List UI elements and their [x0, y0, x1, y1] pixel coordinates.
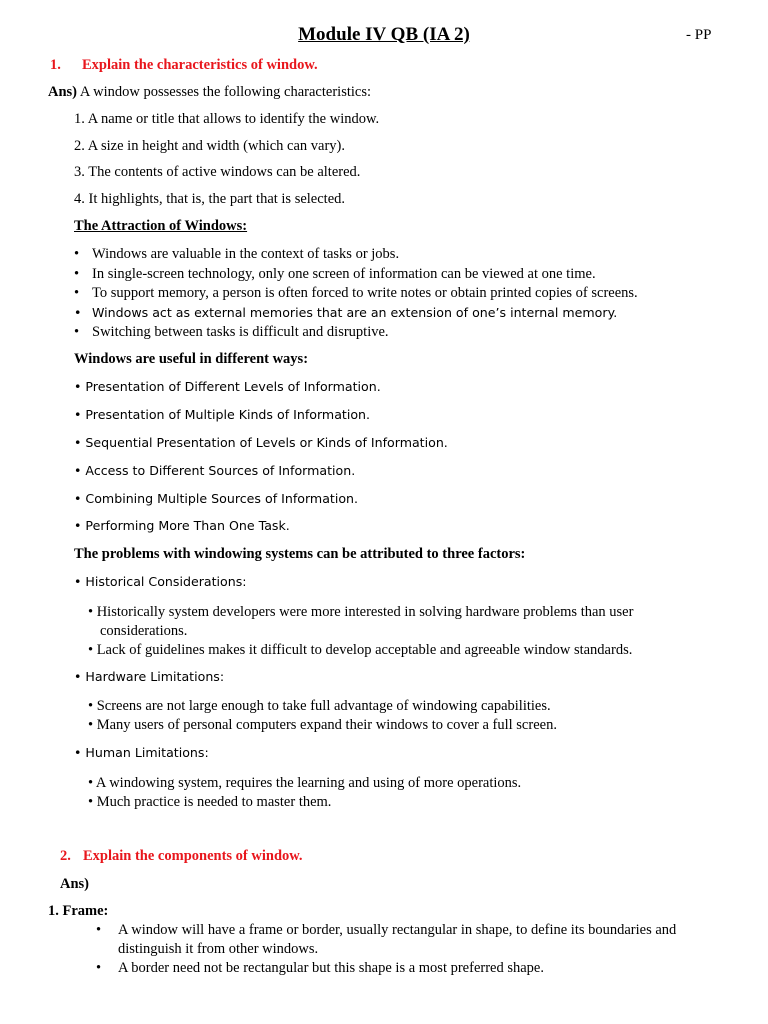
useful-item: • Combining Multiple Sources of Information. — [74, 491, 359, 506]
frame-list — [96, 921, 726, 978]
list-item: • Many users of personal computers expand their windows to cover a full screen. — [88, 717, 557, 733]
characteristic-1: 1. A name or title that allows to identify the window. — [74, 111, 380, 127]
question-1-text: Explain the characteristics of window. — [82, 57, 318, 73]
answer-2-label: Ans) — [60, 876, 90, 892]
factor-human: • Human Limitations: — [74, 745, 209, 760]
frame-heading: 1. Frame: — [48, 903, 109, 919]
factor-historical: • Historical Considerations: — [74, 574, 247, 589]
characteristic-2: 2. A size in height and width (which can vary). — [74, 138, 346, 154]
useful-item: • Sequential Presentation of Levels or Kinds of Information. — [74, 435, 448, 450]
list-item-continuation: considerations. — [100, 623, 188, 639]
useful-item: • Presentation of Different Levels of Information. — [74, 379, 381, 394]
question-2-number: 2. — [60, 848, 71, 864]
useful-item: • Access to Different Sources of Information. — [74, 463, 356, 478]
question-2-text: Explain the components of window. — [83, 848, 303, 864]
answer-1-label: Ans) — [48, 84, 78, 100]
list-item: • Switching between tasks is difficult and disruptive. — [74, 324, 638, 344]
author-initials: - PP — [686, 27, 712, 43]
factor-human-points — [88, 774, 708, 812]
page-title: Module IV QB (IA 2) — [298, 24, 470, 45]
list-item: • Lack of guidelines makes it difficult to develop acceptable and agreeable window standards. — [88, 642, 633, 658]
characteristic-3: 3. The contents of active windows can be altered. — [74, 164, 361, 180]
list-item: • Screens are not large enough to take full advantage of windowing capabilities. — [88, 698, 551, 714]
question-1 — [50, 57, 318, 74]
attraction-list — [74, 246, 638, 344]
useful-item: • Presentation of Multiple Kinds of Information. — [74, 407, 371, 422]
characteristic-4: 4. It highlights, that is, the part that is selected. — [74, 191, 346, 207]
problems-heading: The problems with windowing systems can be attributed to three factors: — [74, 546, 526, 562]
useful-heading: Windows are useful in different ways: — [74, 351, 309, 367]
question-1-number: 1. — [50, 57, 61, 73]
list-item: • A window will have a frame or border, usually rectangular in shape, to define its boundaries and distinguish it from other windows. — [96, 921, 726, 959]
list-item: • Much practice is needed to master them. — [88, 794, 332, 810]
attraction-heading: The Attraction of Windows: — [74, 218, 248, 234]
list-item: • Windows act as external memories that are an extension of one’s internal memory. — [74, 305, 638, 325]
list-item: • A border need not be rectangular but this shape is a most preferred shape. — [96, 959, 726, 978]
list-item: • Historically system developers were more interested in solving hardware problems than user — [88, 604, 634, 620]
question-2 — [60, 848, 303, 865]
list-item: • Windows are valuable in the context of tasks or jobs. — [74, 246, 638, 266]
useful-item: • Performing More Than One Task. — [74, 518, 290, 533]
factor-historical-points — [88, 603, 708, 660]
list-item: • A windowing system, requires the learning and using of more operations. — [88, 775, 522, 791]
factor-hardware: • Hardware Limitations: — [74, 669, 225, 684]
list-item: • In single-screen technology, only one screen of information can be viewed at one time. — [74, 266, 638, 286]
answer-1-intro-text: A window possesses the following characteristics: — [77, 84, 371, 100]
answer-1-intro — [48, 84, 371, 101]
list-item: • To support memory, a person is often forced to write notes or obtain printed copies of screens. — [74, 285, 638, 305]
factor-hardware-points — [88, 697, 708, 735]
